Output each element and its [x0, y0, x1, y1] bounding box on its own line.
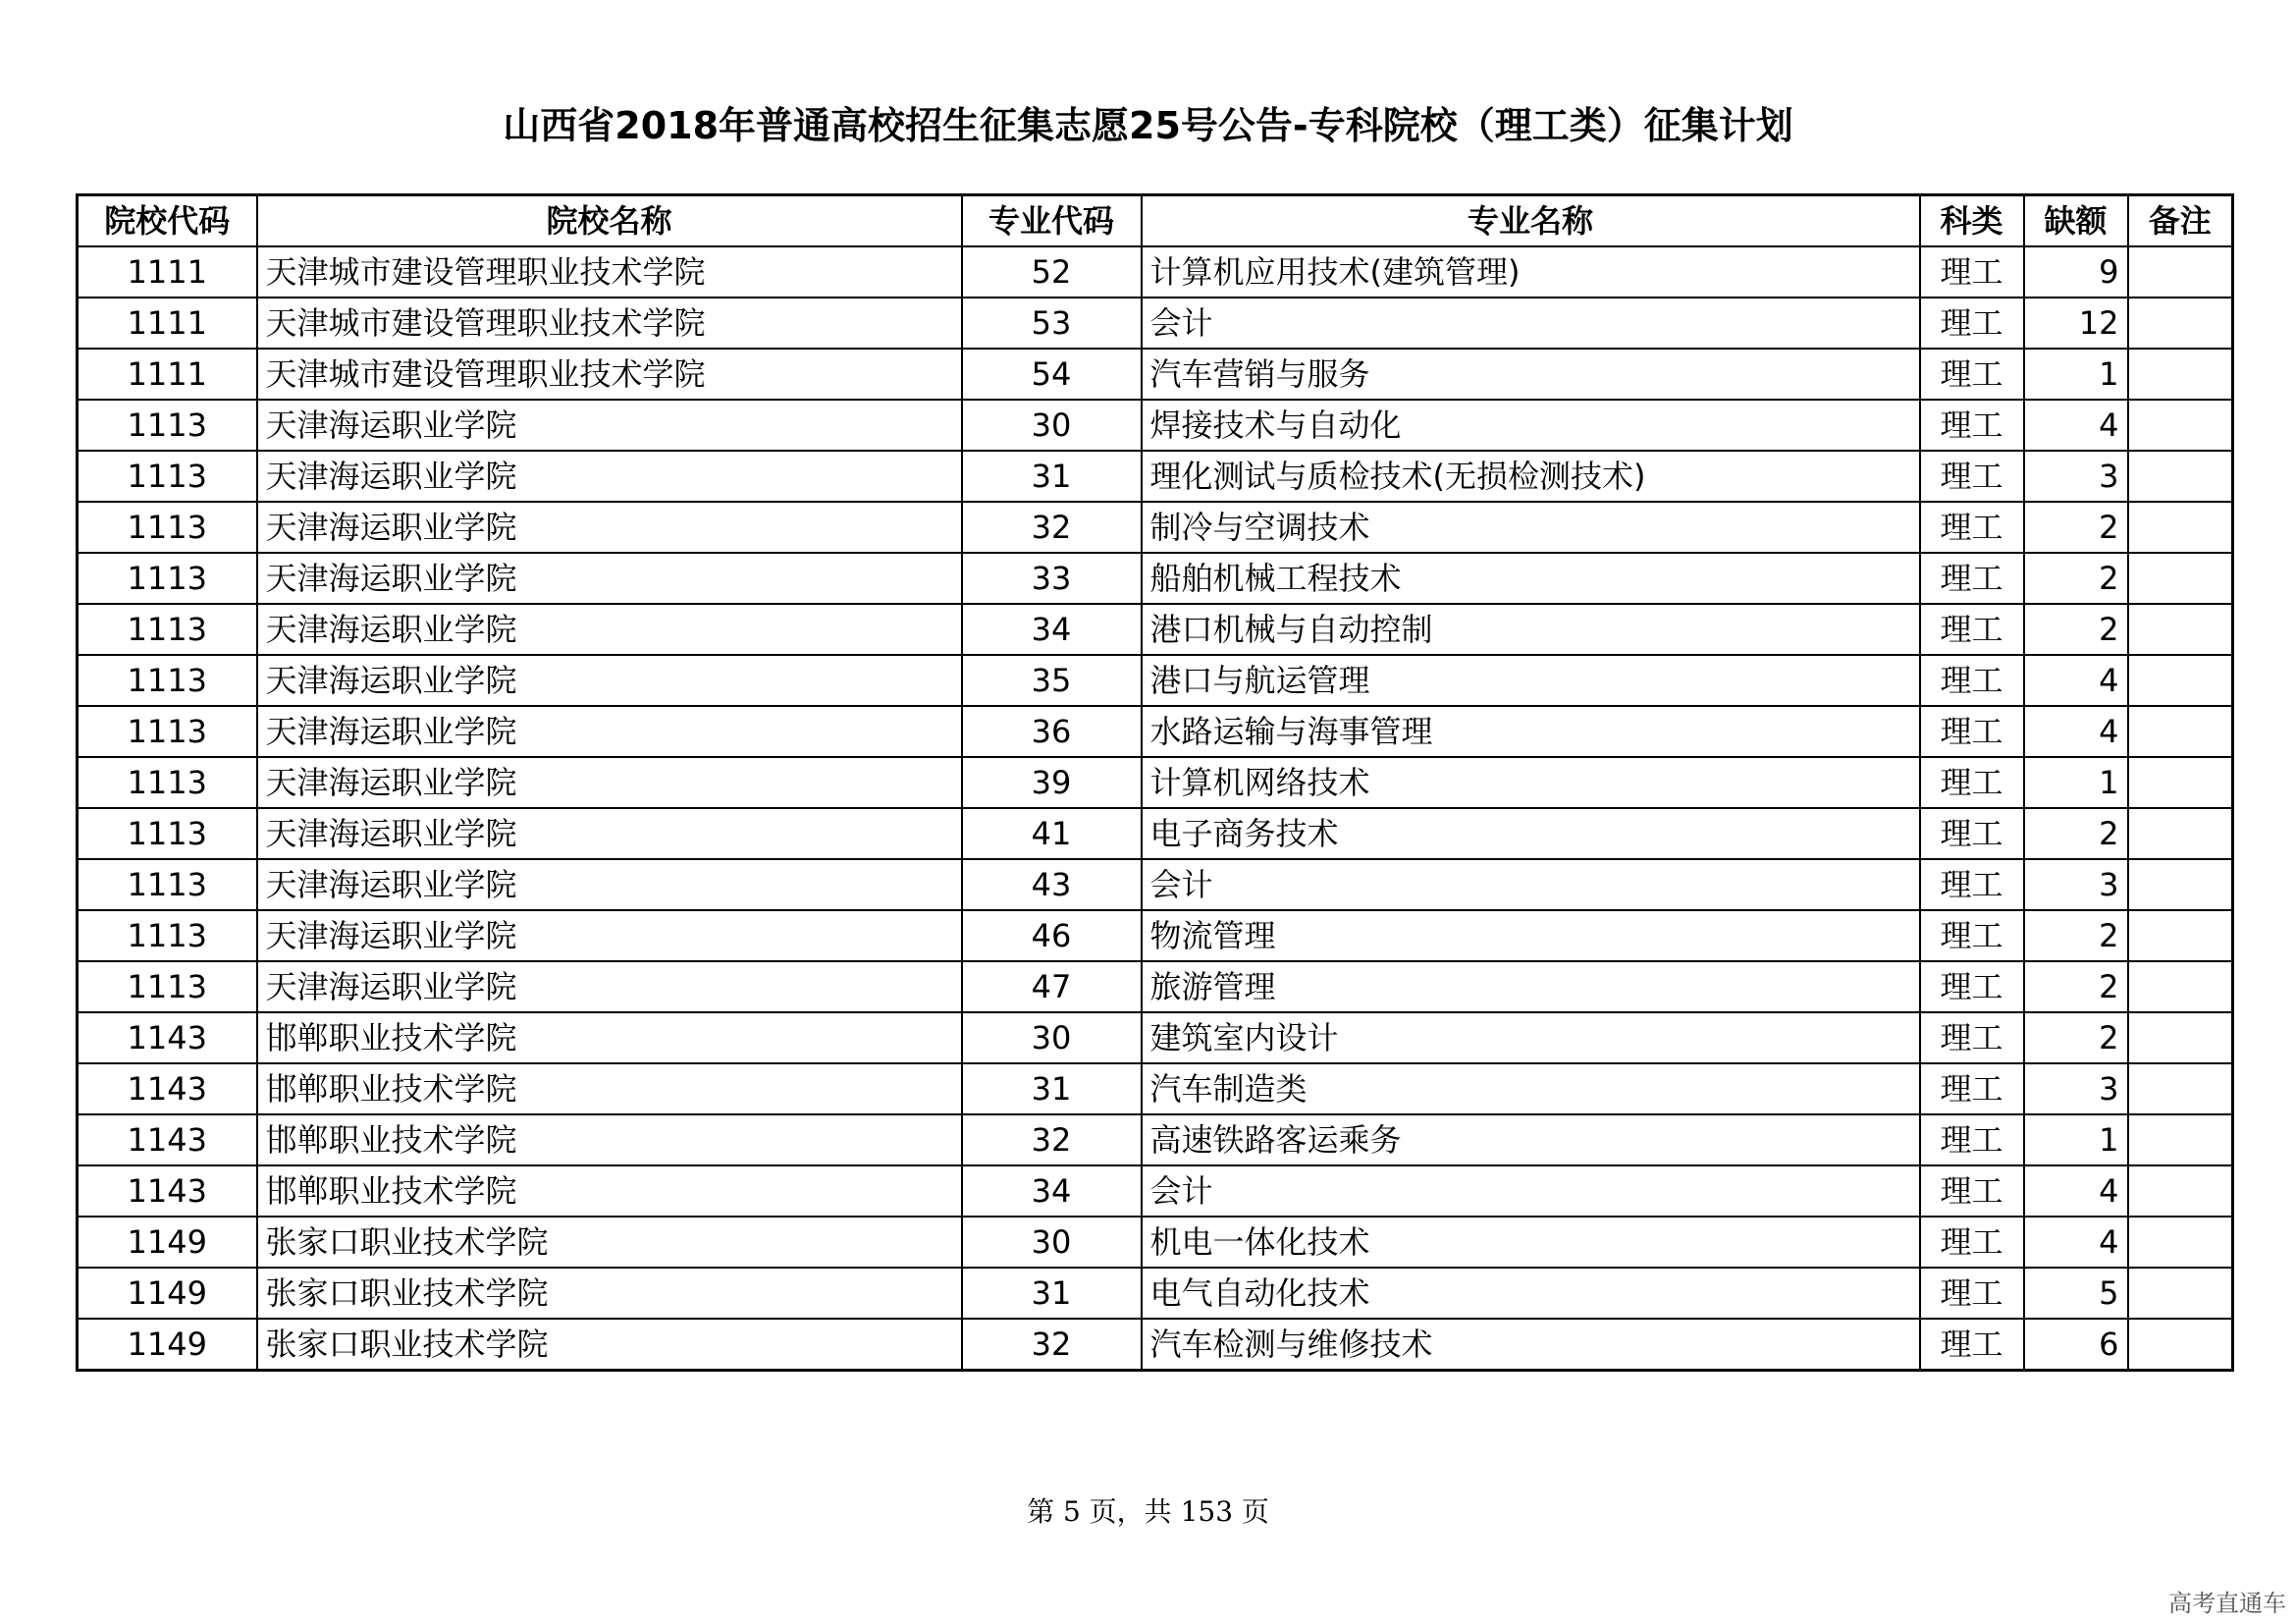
- vacancy-cell: 4: [2024, 655, 2128, 706]
- vacancy-cell: 2: [2024, 961, 2128, 1012]
- major-name-cell: 汽车营销与服务: [1142, 349, 1920, 400]
- school-name-cell: 天津海运职业学院: [257, 757, 962, 808]
- major-code-cell: 34: [962, 604, 1142, 655]
- school-name-cell: 天津海运职业学院: [257, 400, 962, 451]
- header-school-code: 院校代码: [78, 195, 257, 247]
- category-cell: 理工: [1920, 553, 2024, 604]
- table-row: [78, 502, 2233, 553]
- major-name-cell: 会计: [1142, 298, 1920, 349]
- major-name-cell: 港口与航运管理: [1142, 655, 1920, 706]
- table-row: [78, 1217, 2233, 1268]
- school-code-cell: 1111: [78, 349, 257, 400]
- table-row: [78, 1114, 2233, 1165]
- category-cell: 理工: [1920, 451, 2024, 502]
- school-code-cell: 1143: [78, 1114, 257, 1165]
- major-code-cell: 32: [962, 1319, 1142, 1371]
- school-code-cell: 1111: [78, 246, 257, 298]
- major-code-cell: 30: [962, 400, 1142, 451]
- school-name-cell: 天津海运职业学院: [257, 910, 962, 961]
- school-code-cell: 1113: [78, 757, 257, 808]
- note-cell: [2128, 1063, 2233, 1114]
- note-cell: [2128, 1114, 2233, 1165]
- vacancy-cell: 3: [2024, 1063, 2128, 1114]
- note-cell: [2128, 1165, 2233, 1217]
- vacancy-cell: 1: [2024, 1114, 2128, 1165]
- table-body: [78, 246, 2233, 1371]
- major-name-cell: 电气自动化技术: [1142, 1268, 1920, 1319]
- note-cell: [2128, 808, 2233, 859]
- table-row: [78, 553, 2233, 604]
- vacancy-cell: 2: [2024, 553, 2128, 604]
- table-row: [78, 1012, 2233, 1063]
- vacancy-cell: 2: [2024, 502, 2128, 553]
- vacancy-cell: 1: [2024, 757, 2128, 808]
- school-code-cell: 1113: [78, 604, 257, 655]
- note-cell: [2128, 246, 2233, 298]
- school-name-cell: 张家口职业技术学院: [257, 1217, 962, 1268]
- school-name-cell: 天津海运职业学院: [257, 604, 962, 655]
- category-cell: 理工: [1920, 349, 2024, 400]
- major-code-cell: 31: [962, 1268, 1142, 1319]
- vacancy-cell: 12: [2024, 298, 2128, 349]
- table-row: [78, 961, 2233, 1012]
- table-header-row: [78, 195, 2233, 247]
- header-major-name: 专业名称: [1142, 195, 1920, 247]
- major-name-cell: 汽车制造类: [1142, 1063, 1920, 1114]
- category-cell: 理工: [1920, 1063, 2024, 1114]
- school-code-cell: 1143: [78, 1165, 257, 1217]
- school-name-cell: 邯郸职业技术学院: [257, 1114, 962, 1165]
- major-name-cell: 船舶机械工程技术: [1142, 553, 1920, 604]
- major-code-cell: 35: [962, 655, 1142, 706]
- major-name-cell: 建筑室内设计: [1142, 1012, 1920, 1063]
- page-footer: 第 5 页，共 153 页: [1027, 1495, 1269, 1528]
- major-name-cell: 物流管理: [1142, 910, 1920, 961]
- major-code-cell: 34: [962, 1165, 1142, 1217]
- school-name-cell: 天津城市建设管理职业技术学院: [257, 298, 962, 349]
- category-cell: 理工: [1920, 1165, 2024, 1217]
- note-cell: [2128, 757, 2233, 808]
- school-name-cell: 天津海运职业学院: [257, 961, 962, 1012]
- note-cell: [2128, 553, 2233, 604]
- school-code-cell: 1149: [78, 1268, 257, 1319]
- category-cell: 理工: [1920, 400, 2024, 451]
- school-code-cell: 1149: [78, 1319, 257, 1371]
- category-cell: 理工: [1920, 1012, 2024, 1063]
- table-row: [78, 1319, 2233, 1371]
- note-cell: [2128, 451, 2233, 502]
- table-row: [78, 655, 2233, 706]
- school-name-cell: 邯郸职业技术学院: [257, 1063, 962, 1114]
- major-code-cell: 43: [962, 859, 1142, 910]
- category-cell: 理工: [1920, 655, 2024, 706]
- category-cell: 理工: [1920, 859, 2024, 910]
- major-name-cell: 旅游管理: [1142, 961, 1920, 1012]
- table-row: [78, 1268, 2233, 1319]
- major-name-cell: 高速铁路客运乘务: [1142, 1114, 1920, 1165]
- note-cell: [2128, 1217, 2233, 1268]
- vacancy-cell: 1: [2024, 349, 2128, 400]
- note-cell: [2128, 655, 2233, 706]
- school-code-cell: 1111: [78, 298, 257, 349]
- table-row: [78, 451, 2233, 502]
- note-cell: [2128, 859, 2233, 910]
- table-row: [78, 1165, 2233, 1217]
- major-code-cell: 46: [962, 910, 1142, 961]
- school-name-cell: 天津海运职业学院: [257, 502, 962, 553]
- major-code-cell: 47: [962, 961, 1142, 1012]
- category-cell: 理工: [1920, 706, 2024, 757]
- table-row: [78, 400, 2233, 451]
- major-name-cell: 电子商务技术: [1142, 808, 1920, 859]
- category-cell: 理工: [1920, 298, 2024, 349]
- vacancy-cell: 5: [2024, 1268, 2128, 1319]
- school-name-cell: 天津海运职业学院: [257, 655, 962, 706]
- major-code-cell: 41: [962, 808, 1142, 859]
- vacancy-cell: 4: [2024, 1165, 2128, 1217]
- school-code-cell: 1143: [78, 1063, 257, 1114]
- watermark: 高考直通车: [2168, 1590, 2286, 1617]
- note-cell: [2128, 1319, 2233, 1371]
- vacancy-cell: 2: [2024, 604, 2128, 655]
- school-name-cell: 天津城市建设管理职业技术学院: [257, 349, 962, 400]
- vacancy-cell: 3: [2024, 451, 2128, 502]
- major-name-cell: 机电一体化技术: [1142, 1217, 1920, 1268]
- header-major-code: 专业代码: [962, 195, 1142, 247]
- major-name-cell: 汽车检测与维修技术: [1142, 1319, 1920, 1371]
- major-name-cell: 理化测试与质检技术(无损检测技术): [1142, 451, 1920, 502]
- major-code-cell: 52: [962, 246, 1142, 298]
- note-cell: [2128, 502, 2233, 553]
- table-row: [78, 859, 2233, 910]
- school-code-cell: 1113: [78, 451, 257, 502]
- vacancy-cell: 4: [2024, 400, 2128, 451]
- note-cell: [2128, 1268, 2233, 1319]
- school-code-cell: 1113: [78, 655, 257, 706]
- note-cell: [2128, 706, 2233, 757]
- category-cell: 理工: [1920, 808, 2024, 859]
- school-code-cell: 1143: [78, 1012, 257, 1063]
- school-name-cell: 天津城市建设管理职业技术学院: [257, 246, 962, 298]
- category-cell: 理工: [1920, 1268, 2024, 1319]
- category-cell: 理工: [1920, 961, 2024, 1012]
- category-cell: 理工: [1920, 1319, 2024, 1371]
- major-code-cell: 36: [962, 706, 1142, 757]
- note-cell: [2128, 298, 2233, 349]
- major-name-cell: 水路运输与海事管理: [1142, 706, 1920, 757]
- major-name-cell: 港口机械与自动控制: [1142, 604, 1920, 655]
- major-code-cell: 30: [962, 1217, 1142, 1268]
- school-name-cell: 天津海运职业学院: [257, 451, 962, 502]
- category-cell: 理工: [1920, 502, 2024, 553]
- school-name-cell: 张家口职业技术学院: [257, 1268, 962, 1319]
- major-code-cell: 33: [962, 553, 1142, 604]
- vacancy-cell: 9: [2024, 246, 2128, 298]
- category-cell: 理工: [1920, 604, 2024, 655]
- major-code-cell: 31: [962, 1063, 1142, 1114]
- major-name-cell: 焊接技术与自动化: [1142, 400, 1920, 451]
- major-code-cell: 31: [962, 451, 1142, 502]
- header-vacancy: 缺额: [2024, 195, 2128, 247]
- vacancy-cell: 6: [2024, 1319, 2128, 1371]
- major-code-cell: 30: [962, 1012, 1142, 1063]
- note-cell: [2128, 910, 2233, 961]
- school-code-cell: 1113: [78, 859, 257, 910]
- major-code-cell: 32: [962, 502, 1142, 553]
- school-code-cell: 1113: [78, 808, 257, 859]
- note-cell: [2128, 400, 2233, 451]
- table-row: [78, 910, 2233, 961]
- vacancy-cell: 4: [2024, 1217, 2128, 1268]
- vacancy-cell: 2: [2024, 910, 2128, 961]
- school-name-cell: 天津海运职业学院: [257, 859, 962, 910]
- major-code-cell: 53: [962, 298, 1142, 349]
- category-cell: 理工: [1920, 910, 2024, 961]
- header-category: 科类: [1920, 195, 2024, 247]
- school-code-cell: 1113: [78, 910, 257, 961]
- page-title: 山西省2018年普通高校招生征集志愿25号公告-专科院校（理工类）征集计划: [503, 104, 1793, 147]
- category-cell: 理工: [1920, 1217, 2024, 1268]
- school-name-cell: 天津海运职业学院: [257, 808, 962, 859]
- major-name-cell: 会计: [1142, 859, 1920, 910]
- vacancy-cell: 4: [2024, 706, 2128, 757]
- table-row: [78, 349, 2233, 400]
- school-name-cell: 张家口职业技术学院: [257, 1319, 962, 1371]
- major-name-cell: 计算机应用技术(建筑管理): [1142, 246, 1920, 298]
- table-row: [78, 246, 2233, 298]
- table-row: [78, 808, 2233, 859]
- major-code-cell: 39: [962, 757, 1142, 808]
- major-name-cell: 制冷与空调技术: [1142, 502, 1920, 553]
- note-cell: [2128, 604, 2233, 655]
- vacancy-cell: 2: [2024, 808, 2128, 859]
- school-code-cell: 1113: [78, 961, 257, 1012]
- enrollment-plan-table: [76, 193, 2234, 1372]
- category-cell: 理工: [1920, 246, 2024, 298]
- school-name-cell: 天津海运职业学院: [257, 706, 962, 757]
- school-code-cell: 1113: [78, 400, 257, 451]
- table-row: [78, 604, 2233, 655]
- school-code-cell: 1149: [78, 1217, 257, 1268]
- major-name-cell: 计算机网络技术: [1142, 757, 1920, 808]
- vacancy-cell: 2: [2024, 1012, 2128, 1063]
- header-school-name: 院校名称: [257, 195, 962, 247]
- header-note: 备注: [2128, 195, 2233, 247]
- note-cell: [2128, 1012, 2233, 1063]
- major-code-cell: 54: [962, 349, 1142, 400]
- vacancy-cell: 3: [2024, 859, 2128, 910]
- school-code-cell: 1113: [78, 502, 257, 553]
- table-row: [78, 1063, 2233, 1114]
- school-code-cell: 1113: [78, 706, 257, 757]
- school-name-cell: 天津海运职业学院: [257, 553, 962, 604]
- school-name-cell: 邯郸职业技术学院: [257, 1165, 962, 1217]
- table-row: [78, 706, 2233, 757]
- table-row: [78, 757, 2233, 808]
- category-cell: 理工: [1920, 757, 2024, 808]
- note-cell: [2128, 961, 2233, 1012]
- school-name-cell: 邯郸职业技术学院: [257, 1012, 962, 1063]
- major-code-cell: 32: [962, 1114, 1142, 1165]
- note-cell: [2128, 349, 2233, 400]
- school-code-cell: 1113: [78, 553, 257, 604]
- category-cell: 理工: [1920, 1114, 2024, 1165]
- table-row: [78, 298, 2233, 349]
- major-name-cell: 会计: [1142, 1165, 1920, 1217]
